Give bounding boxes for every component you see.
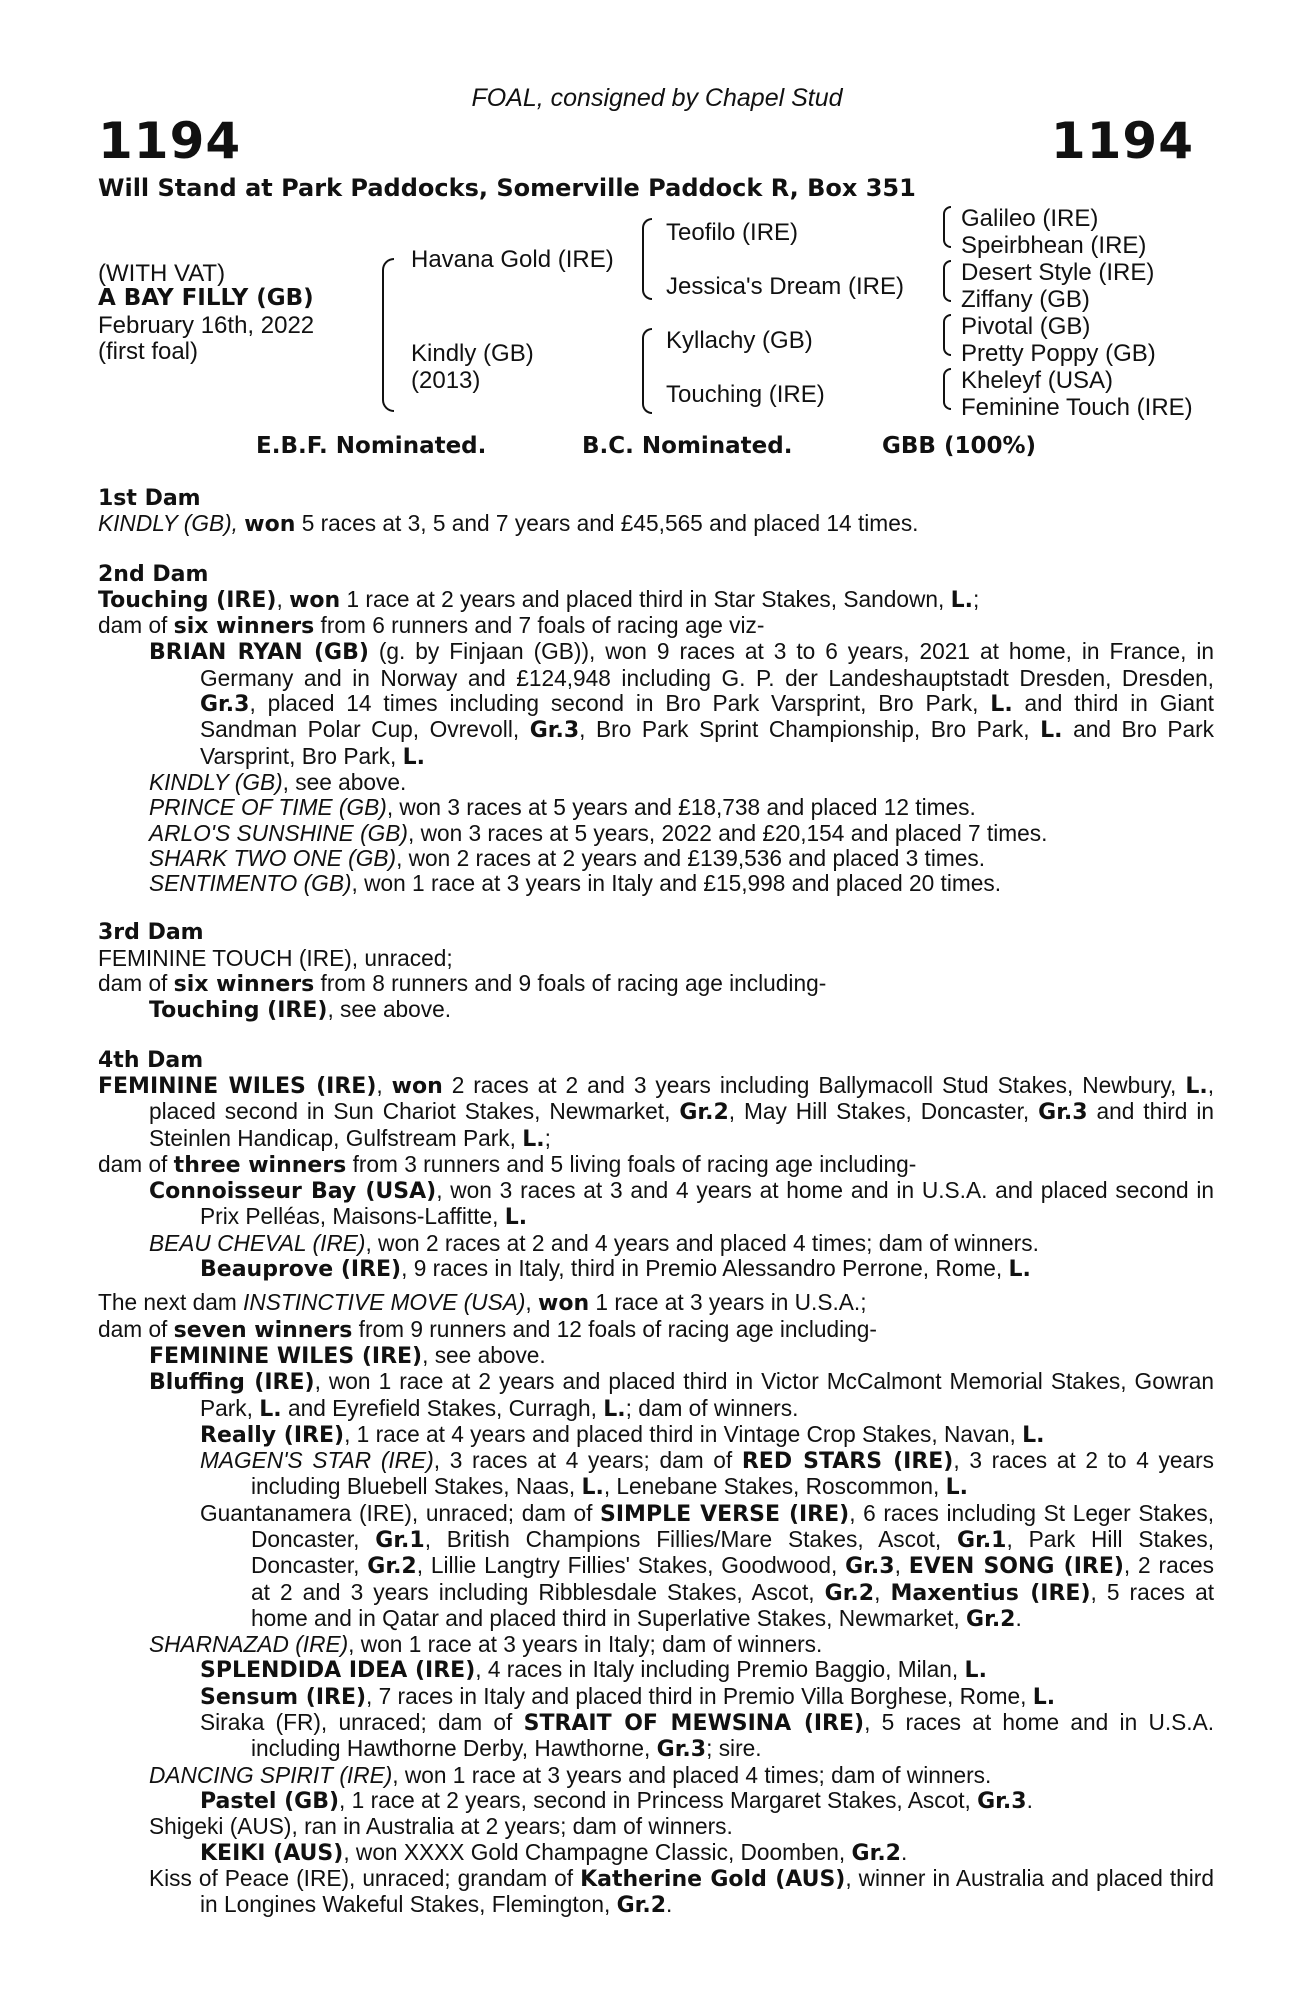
first-dam-heading: 1st Dam: [98, 486, 201, 511]
produce-shark-two-one: SHARK TWO ONE (GB), won 2 races at 2 years and £139,536 and placed 3 times.: [149, 844, 986, 871]
gen3-8: Feminine Touch (IRE): [961, 394, 1193, 421]
produce-beauprove: Beauprove (IRE), 9 races in Italy, third in Premio Alessandro Perrone, Rome, L.: [200, 1255, 1031, 1283]
produce-guantanamera: Guantanamera (IRE), unraced; dam of SIMPLE VERSE (IRE), 6 races including St Leger Stakes, Doncaster, Gr.1, British Champions Fillies/Mare Stakes, Ascot, Gr.1, Park Hill Stakes, Doncaster, Gr.2, Lillie Langtry Fillies' Stakes, Goodwood, Gr.3, EVEN SONG (IRE), 2 races at 2 and 3 years including Ribblesdale Stakes, Ascot, Gr.2, Maxentius (IRE), 5 races at home and in Qatar and placed third in Superlative Stakes, Newmarket, Gr.2.: [200, 1499, 1215, 1632]
second-dam-heading: 2nd Dam: [98, 561, 209, 587]
bracket-g4: [943, 368, 951, 410]
produce-kiss-of-peace: Kiss of Peace (IRE), unraced; grandam of Katherine Gold (AUS), winner in Australia and placed third in Longines Wakeful Stakes, Flemington, Gr.2.: [149, 1864, 1214, 1919]
bracket-g1: [943, 206, 951, 248]
next-dam-line: The next dam INSTINCTIVE MOVE (USA), won 1 race at 3 years in U.S.A.;: [98, 1289, 867, 1317]
bc-nomination: B.C. Nominated.: [582, 433, 793, 459]
fourth-dam-produce-line: dam of three winners from 3 runners and 5 living foals of racing age including-: [98, 1150, 917, 1178]
ebf-nomination: E.B.F. Nominated.: [256, 433, 487, 459]
produce-kindly: KINDLY (GB), see above.: [149, 768, 407, 795]
gen3-1: Galileo (IRE): [961, 205, 1099, 232]
sire-name: Havana Gold (IRE): [411, 246, 614, 273]
second-dam-produce-line: dam of six winners from 6 runners and 7 foals of racing age viz-: [98, 612, 765, 640]
produce-splendida-idea: SPLENDIDA IDEA (IRE), 4 races in Italy including Premio Baggio, Milan, L.: [200, 1656, 987, 1684]
bracket-main: [382, 258, 394, 412]
sire-sire: Teofilo (IRE): [666, 219, 799, 246]
produce-keiki: KEIKI (AUS), won XXXX Gold Champagne Classic, Doomben, Gr.2.: [200, 1838, 908, 1866]
sire-dam: Jessica's Dream (IRE): [666, 273, 904, 300]
next-dam-produce-line: dam of seven winners from 9 runners and 12 foals of racing age including-: [98, 1315, 877, 1343]
dam-name: Kindly (GB): [411, 340, 534, 367]
horse-name: A BAY FILLY (GB): [98, 285, 314, 311]
produce-prince-of-time: PRINCE OF TIME (GB), won 3 races at 5 years and £18,738 and placed 12 times.: [149, 794, 976, 821]
vat-note: (WITH VAT): [98, 260, 226, 287]
produce-connoisseur-bay: Connoisseur Bay (USA), won 3 races at 3 and 4 years at home and in U.S.A. and placed second in Prix Pelléas, Maisons-Laffitte, L.: [149, 1177, 1214, 1231]
gbb-rating: GBB (100%): [882, 433, 1037, 459]
third-dam-produce-line: dam of six winners from 8 runners and 9 foals of racing age including-: [98, 970, 827, 998]
first-foal-note: (first foal): [98, 338, 199, 365]
produce-really: Really (IRE), 1 race at 4 years and placed third in Vintage Crop Stakes, Navan, L.: [200, 1420, 1045, 1448]
dam-sire: Kyllachy (GB): [666, 327, 813, 354]
produce-feminine-wiles: FEMININE WILES (IRE), see above.: [149, 1341, 546, 1369]
lot-number-right: 1194: [1050, 112, 1194, 170]
produce-bluffing: Bluffing (IRE), won 1 race at 2 years and placed third in Victor McCalmont Memorial Stakes, Gowran Park, L. and Eyrefield Stakes, Curragh, L.; dam of winners.: [149, 1368, 1214, 1422]
fourth-dam-line: FEMININE WILES (IRE), won 2 races at 2 and 3 years including Ballymacoll Stud Stakes, Newbury, L., placed second in Sun Chariot Stakes, Newmarket, Gr.2, May Hill Stakes, Doncaster, Gr.3 and third in Steinlen Handicap, Gulfstream Park, L.;: [98, 1071, 1215, 1152]
stand-location: Will Stand at Park Paddocks, Somerville Paddock R, Box 351: [98, 174, 916, 202]
produce-pastel: Pastel (GB), 1 race at 2 years, second in Princess Margaret Stakes, Ascot, Gr.3.: [200, 1786, 1033, 1814]
gen3-5: Pivotal (GB): [961, 313, 1091, 340]
bracket-g2: [943, 260, 951, 302]
produce-magens-star: MAGEN'S STAR (IRE), 3 races at 4 years; dam of RED STARS (IRE), 3 races at 2 to 4 years including Bluebell Stakes, Naas, L., Lenebane Stakes, Roscommon, L.: [200, 1447, 1214, 1501]
third-dam-heading: 3rd Dam: [98, 920, 204, 946]
produce-beau-cheval: BEAU CHEVAL (IRE), won 2 races at 2 and 4 years and placed 4 times; dam of winners.: [149, 1229, 1039, 1256]
produce-arlos-sunshine: ARLO'S SUNSHINE (GB), won 3 races at 5 years, 2022 and £20,154 and placed 7 times.: [149, 819, 1048, 846]
foaling-date: February 16th, 2022: [98, 312, 315, 339]
produce-shigeki: Shigeki (AUS), ran in Australia at 2 years; dam of winners.: [149, 1813, 733, 1840]
gen3-4: Ziffany (GB): [961, 286, 1090, 313]
gen3-3: Desert Style (IRE): [961, 259, 1155, 286]
lot-number-left: 1194: [98, 112, 242, 170]
produce-touching: Touching (IRE), see above.: [149, 996, 452, 1024]
gen3-6: Pretty Poppy (GB): [961, 340, 1156, 367]
gen3-7: Kheleyf (USA): [961, 367, 1114, 394]
first-dam-line: KINDLY (GB), won 5 races at 3, 5 and 7 years and £45,565 and placed 14 times.: [98, 510, 919, 538]
produce-sensum: Sensum (IRE), 7 races in Italy and placed third in Premio Villa Borghese, Rome, L.: [200, 1682, 1056, 1710]
produce-sentimento: SENTIMENTO (GB), won 1 race at 3 years in Italy and £15,998 and placed 20 times.: [149, 870, 1002, 897]
dam-year: (2013): [411, 367, 481, 394]
third-dam-line: FEMININE TOUCH (IRE), unraced;: [98, 944, 453, 971]
bracket-g3: [943, 314, 951, 356]
second-dam-line: Touching (IRE), won 1 race at 2 years and placed third in Star Stakes, Sandown, L.;: [98, 585, 980, 613]
catalogue-body: [98, 486, 1214, 1918]
gen3-2: Speirbhean (IRE): [961, 232, 1147, 259]
produce-brian-ryan: BRIAN RYAN (GB) (g. by Finjaan (GB)), won 9 races at 3 to 6 years, 2021 at home, in France, in Germany and in Norway and £124,948 including G. P. der Landeshauptstadt Dresden, Dresden, Gr.3, placed 14 times including second in Bro Park Varsprint, Bro Park, L. and third in Giant Sandman Polar Cup, Ovrevoll, Gr.3, Bro Park Sprint Championship, Bro Park, L. and Bro Park Varsprint, Bro Park, L.: [149, 638, 1215, 770]
bracket-dam: [642, 328, 652, 414]
produce-dancing-spirit: DANCING SPIRIT (IRE), won 1 race at 3 years and placed 4 times; dam of winners.: [149, 1761, 992, 1788]
bracket-sire: [642, 218, 652, 300]
consignor-line: FOAL, consigned by Chapel Stud: [471, 84, 843, 112]
fourth-dam-heading: 4th Dam: [98, 1047, 204, 1073]
produce-siraka: Siraka (FR), unraced; dam of STRAIT OF MEWSINA (IRE), 5 races at home and in U.S.A. including Hawthorne Derby, Hawthorne, Gr.3; sire.: [200, 1709, 1215, 1763]
produce-sharnazad: SHARNAZAD (IRE), won 1 race at 3 years in Italy; dam of winners.: [149, 1631, 823, 1658]
dam-dam: Touching (IRE): [666, 381, 825, 408]
